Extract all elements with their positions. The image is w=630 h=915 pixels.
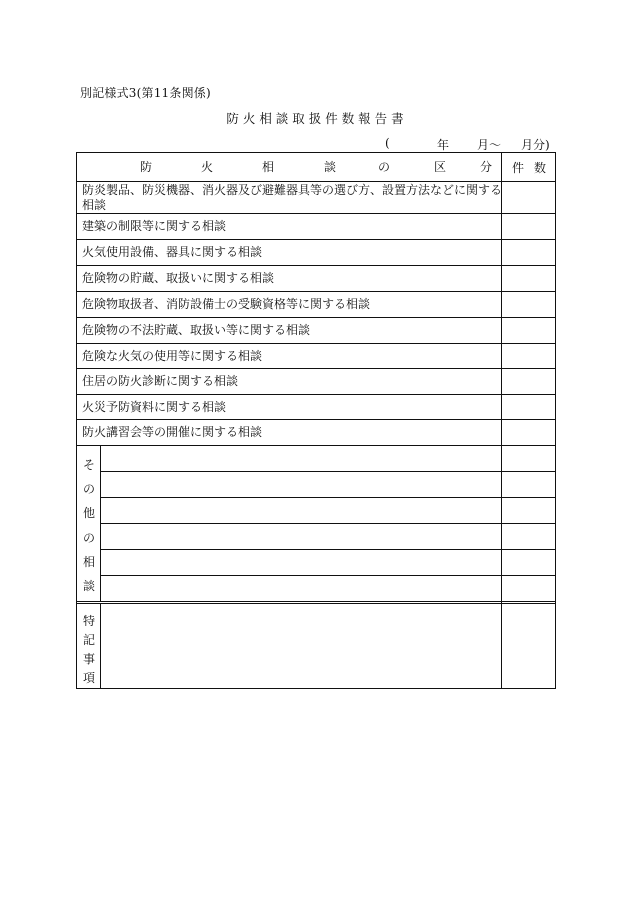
- other-row-divider: [101, 523, 555, 524]
- table-row: [77, 292, 555, 318]
- vertical-char: 特: [83, 614, 96, 628]
- category-label: 危険物の貯蔵、取扱いに関する相談: [82, 271, 275, 285]
- category-label: 危険物の不法貯蔵、取扱い等に関する相談: [82, 323, 311, 337]
- period-month-from: 月〜: [477, 138, 502, 152]
- table-row: [77, 266, 555, 292]
- header-char: 防: [140, 160, 153, 174]
- other-row-divider: [101, 471, 555, 472]
- header-char: 談: [324, 160, 337, 174]
- other-row-divider: [101, 575, 555, 576]
- category-label: 防火講習会等の開催に関する相談: [82, 425, 263, 439]
- section-double-divider: [77, 601, 555, 604]
- vertical-char: の: [83, 482, 96, 496]
- table-row: [77, 214, 555, 240]
- category-label: 住居の防火診断に関する相談: [82, 374, 239, 388]
- vertical-char: 相: [83, 555, 96, 569]
- table-row: [77, 318, 555, 344]
- table-row: [77, 240, 555, 266]
- header-char: の: [378, 160, 391, 174]
- count-header-char: 数: [534, 161, 547, 175]
- period-month-to: 月分): [521, 138, 550, 152]
- other-row-divider: [101, 497, 555, 498]
- category-label: 火気使用設備、器具に関する相談: [82, 245, 263, 259]
- header-char: 火: [201, 160, 214, 174]
- vertical-char: 他: [83, 506, 96, 520]
- table-row: [77, 182, 555, 214]
- consultation-table: [76, 152, 556, 689]
- special-notes-label: [77, 604, 101, 688]
- category-label: 火災予防資料に関する相談: [82, 400, 227, 414]
- table-row: [77, 395, 555, 420]
- other-row-divider: [101, 549, 555, 550]
- header-char: 分: [480, 160, 493, 174]
- vertical-char: 記: [83, 633, 96, 647]
- category-label: 危険物取扱者、消防設備士の受験資格等に関する相談: [82, 297, 371, 311]
- category-label-cont: 相談: [82, 198, 107, 212]
- table-row: [77, 344, 555, 369]
- vertical-char: 談: [83, 579, 96, 593]
- category-label: 防炎製品、防災機器、消火器及び避難器具等の選び方、設置方法などに関する: [82, 183, 503, 197]
- header-char: 区: [434, 160, 447, 174]
- count-header: [501, 159, 555, 175]
- other-consultations-block: [77, 446, 555, 601]
- table-row: [77, 369, 555, 395]
- vertical-char: の: [83, 531, 96, 545]
- period-open-paren: (: [385, 136, 390, 150]
- report-title: 防 火 相 談 取 扱 件 数 報 告 書: [226, 111, 404, 126]
- form-reference: 別記様式3(第11条関係): [80, 86, 211, 100]
- other-consultations-label: [77, 446, 101, 601]
- header-char: 相: [262, 160, 275, 174]
- period-year: 年: [437, 138, 450, 152]
- report-period: [385, 136, 555, 152]
- vertical-char: 事: [83, 652, 96, 666]
- table-row: [77, 420, 555, 446]
- vertical-char: そ: [83, 458, 96, 472]
- count-header-char: 件: [512, 161, 525, 175]
- vertical-char: 項: [83, 671, 96, 685]
- category-header-full: [76, 158, 500, 174]
- category-label: 建築の制限等に関する相談: [82, 219, 227, 233]
- category-label: 危険な火気の使用等に関する相談: [82, 349, 263, 363]
